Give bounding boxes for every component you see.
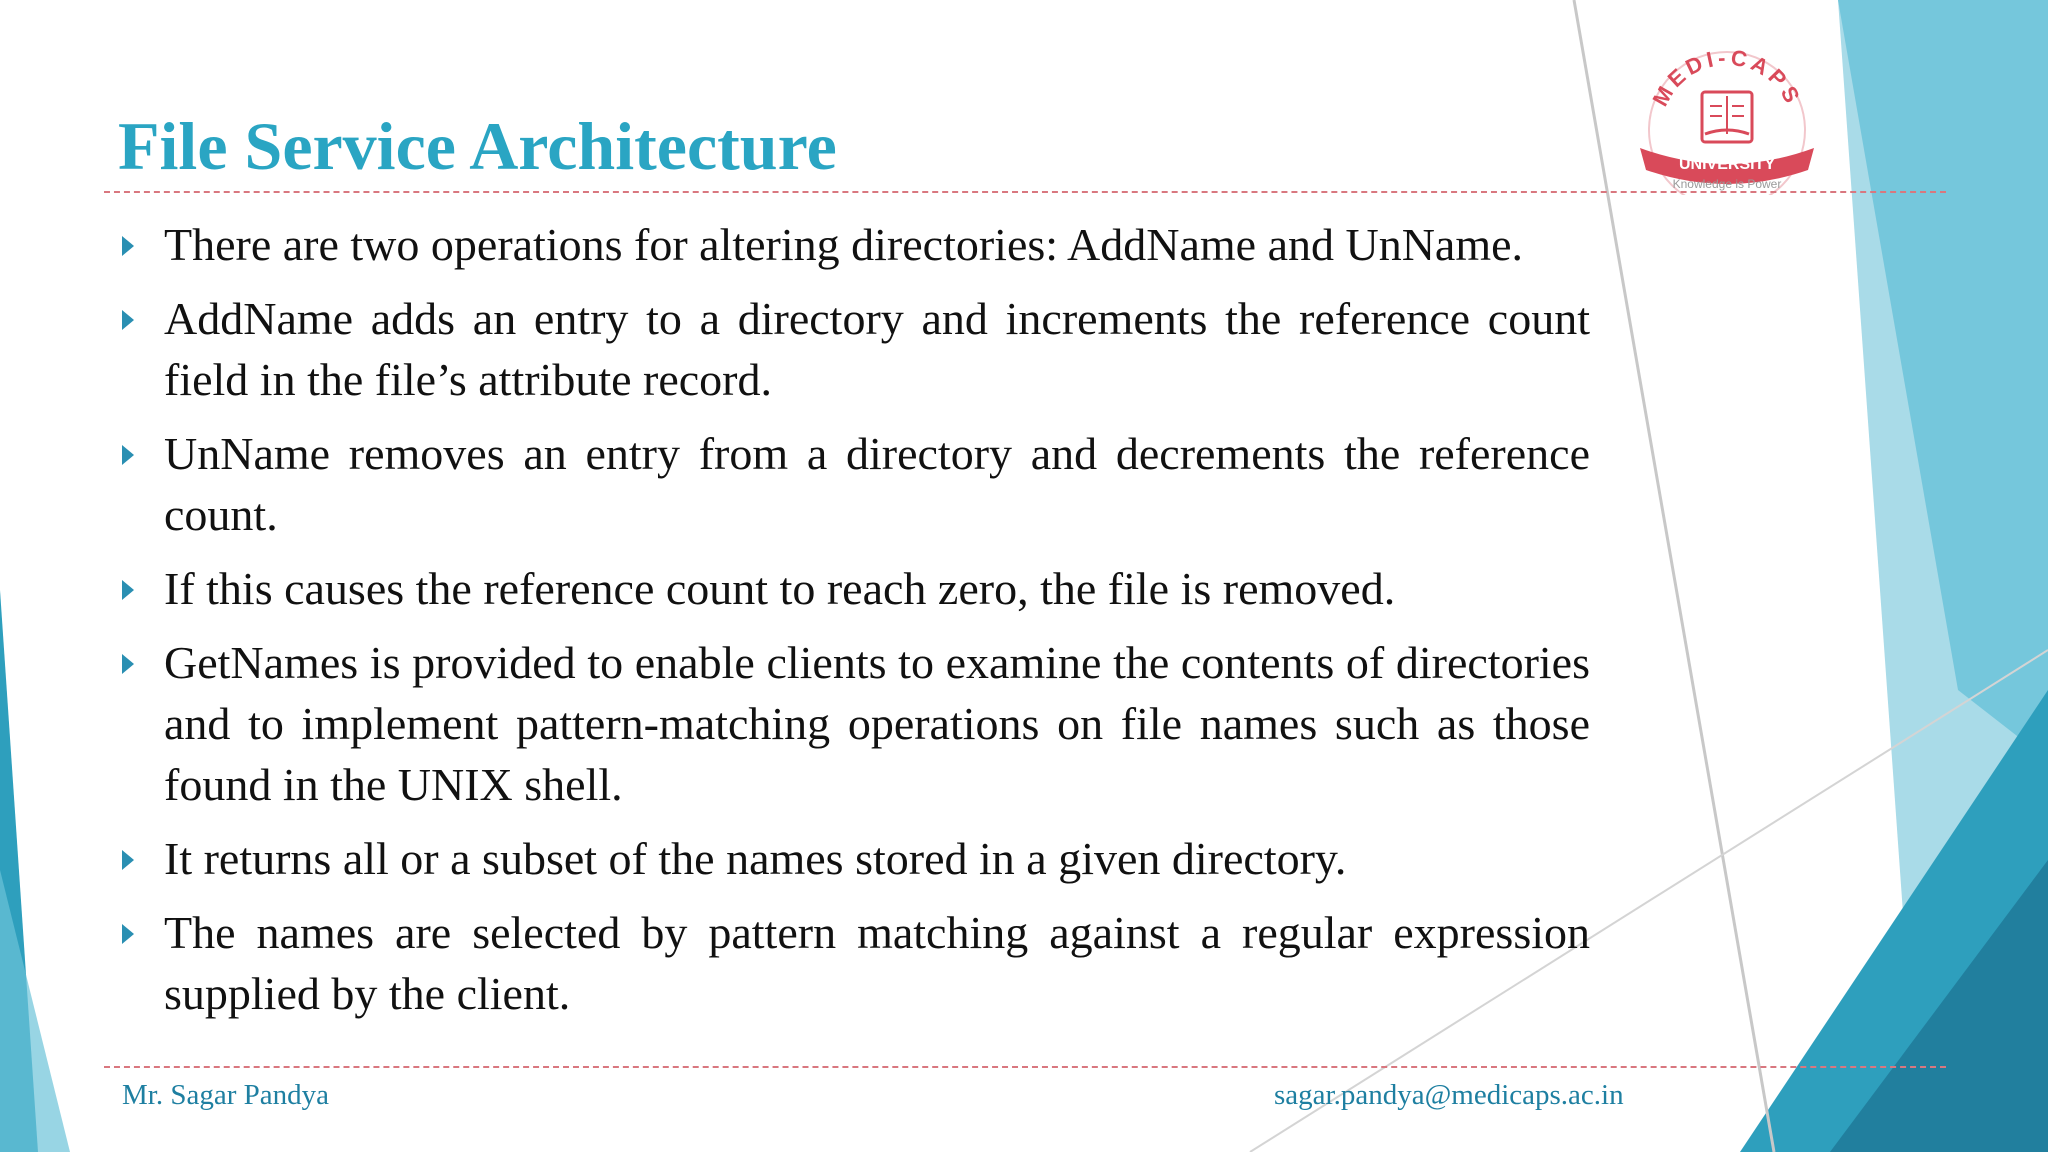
bullet-text: UnName removes an entry from a directory and decrements the reference count. xyxy=(164,428,1590,540)
triangle-bullet-icon xyxy=(122,924,134,944)
triangle-bullet-icon xyxy=(122,850,134,870)
svg-text:Knowledge is Power: Knowledge is Power xyxy=(1672,177,1782,191)
bullet-item xyxy=(118,632,1590,815)
slide-title: File Service Architecture xyxy=(118,108,837,184)
bullet-text: If this causes the reference count to reach zero, the file is removed. xyxy=(164,563,1396,614)
bullet-item xyxy=(118,558,1590,619)
bullet-item xyxy=(118,828,1590,889)
book-icon xyxy=(1702,92,1752,142)
svg-text:UNIVERSITY: UNIVERSITY xyxy=(1678,156,1776,173)
triangle-bullet-icon xyxy=(122,236,134,256)
triangle-bullet-icon xyxy=(122,580,134,600)
bullet-text: It returns all or a subset of the names stored in a given directory. xyxy=(164,833,1347,884)
svg-text:MEDI-CAPS: MEDI-CAPS xyxy=(1647,44,1807,111)
bullet-item xyxy=(118,214,1590,275)
footer-author: Mr. Sagar Pandya xyxy=(122,1079,329,1111)
footer-divider xyxy=(104,1066,1946,1068)
bullet-item xyxy=(118,423,1590,545)
bullet-text: AddName adds an entry to a directory and increments the reference count field in the file’s attribute record. xyxy=(164,293,1590,405)
university-logo xyxy=(1620,30,1835,195)
bullet-item xyxy=(118,902,1590,1024)
footer-email: sagar.pandya@medicaps.ac.in xyxy=(1274,1079,1624,1111)
triangle-bullet-icon xyxy=(122,445,134,465)
title-divider xyxy=(104,191,1946,193)
bullet-list xyxy=(118,214,1590,1037)
bullet-text: There are two operations for altering directories: AddName and UnName. xyxy=(164,219,1524,270)
triangle-bullet-icon xyxy=(122,654,134,674)
triangle-bullet-icon xyxy=(122,310,134,330)
bullet-text: GetNames is provided to enable clients to examine the contents of directories and to implement pattern-matching operations on file names such as those found in the UNIX shell. xyxy=(164,637,1590,810)
bullet-text: The names are selected by pattern matching against a regular expression supplied by the client. xyxy=(164,907,1590,1019)
bullet-item xyxy=(118,288,1590,410)
